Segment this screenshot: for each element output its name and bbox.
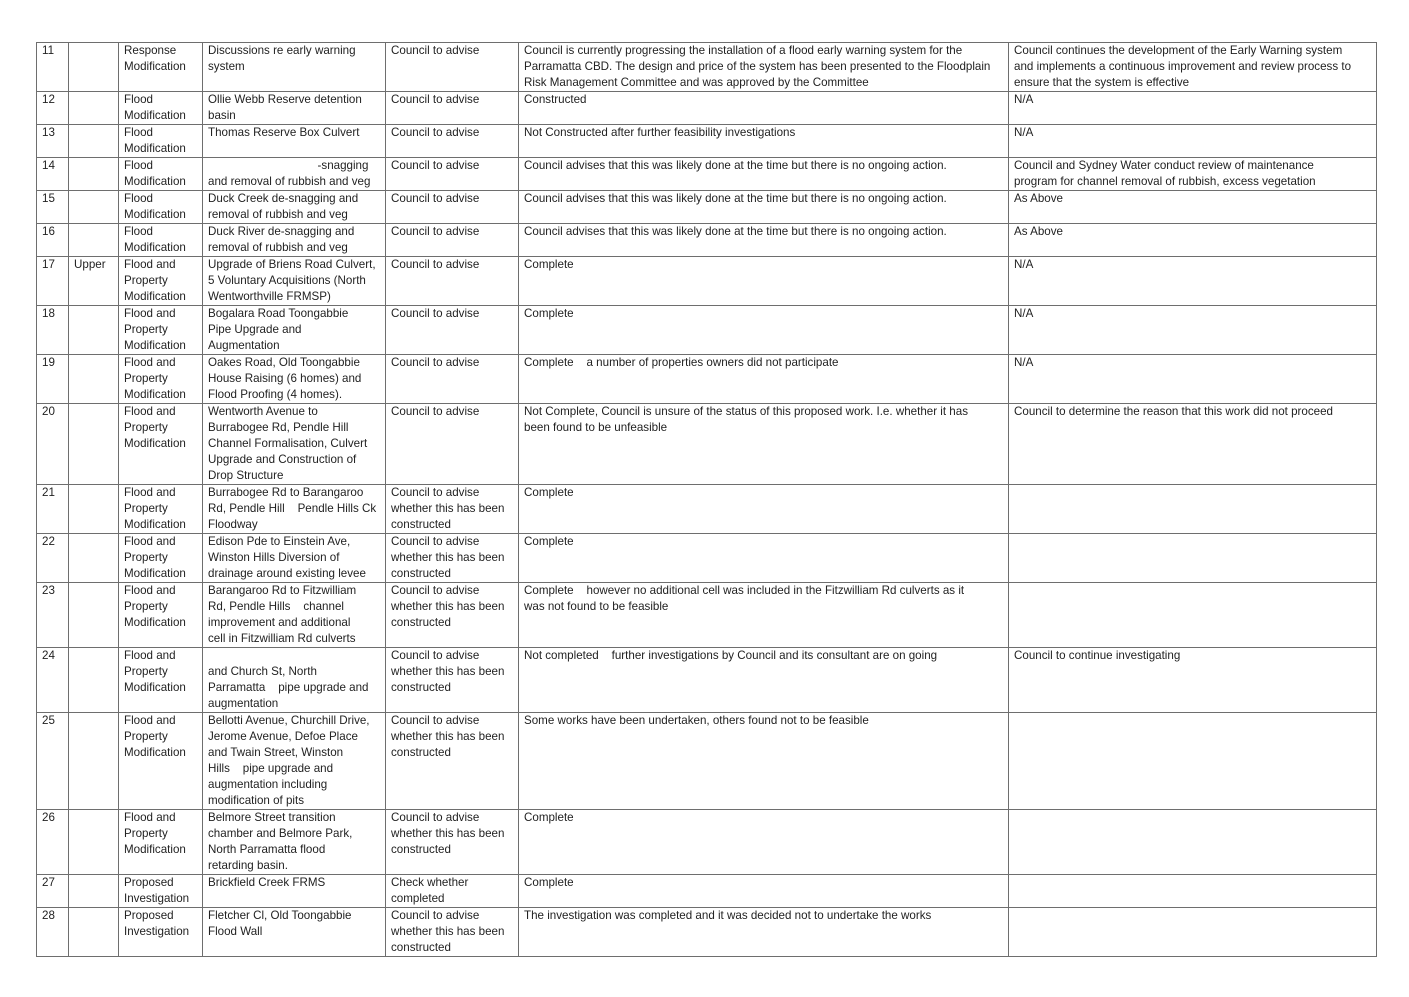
cell-no: 16 xyxy=(37,224,69,257)
cell-type: Flood and Property Modification xyxy=(119,583,203,648)
cell-area xyxy=(69,583,119,648)
cell-status: Complete a number of properties owners did not participate xyxy=(519,355,1009,404)
cell-no: 13 xyxy=(37,125,69,158)
cell-type: Flood and Property Modification xyxy=(119,713,203,810)
cell-recommendation: Council continues the development of the Early Warning system and implements a continuous improvement and review process to ensure that the system is effective xyxy=(1009,43,1377,92)
cell-status: Complete xyxy=(519,257,1009,306)
cell-recommendation: N/A xyxy=(1009,306,1377,355)
table-row xyxy=(37,191,1377,224)
cell-status: Complete xyxy=(519,534,1009,583)
cell-type: Response Modification xyxy=(119,43,203,92)
cell-area xyxy=(69,355,119,404)
cell-item: Oakes Road, Old Toongabbie House Raising (6 homes) and Flood Proofing (4 homes). xyxy=(203,355,386,404)
table-body xyxy=(37,43,1377,957)
table-row xyxy=(37,875,1377,908)
cell-item: Barangaroo Rd to Fitzwilliam Rd, Pendle Hills channel improvement and additional cell in Fitzwilliam Rd culverts xyxy=(203,583,386,648)
cell-item: Wentworth Avenue to Burrabogee Rd, Pendle Hill Channel Formalisation, Culvert Upgrade and Construction of Drop Structure xyxy=(203,404,386,485)
cell-type: Flood and Property Modification xyxy=(119,404,203,485)
cell-status: Not completed further investigations by Council and its consultant are on going xyxy=(519,648,1009,713)
cell-recommendation xyxy=(1009,534,1377,583)
cell-area xyxy=(69,158,119,191)
cell-action: Check whether completed xyxy=(386,875,519,908)
cell-no: 17 xyxy=(37,257,69,306)
cell-recommendation xyxy=(1009,810,1377,875)
document-page xyxy=(36,42,1376,957)
cell-recommendation: N/A xyxy=(1009,355,1377,404)
cell-area xyxy=(69,92,119,125)
cell-action: Council to advise xyxy=(386,125,519,158)
cell-recommendation: Council to continue investigating xyxy=(1009,648,1377,713)
cell-status: Not Constructed after further feasibility investigations xyxy=(519,125,1009,158)
table-row xyxy=(37,224,1377,257)
cell-recommendation xyxy=(1009,485,1377,534)
cell-action: Council to advise xyxy=(386,355,519,404)
cell-no: 26 xyxy=(37,810,69,875)
cell-no: 21 xyxy=(37,485,69,534)
cell-area xyxy=(69,224,119,257)
cell-no: 23 xyxy=(37,583,69,648)
cell-type: Flood and Property Modification xyxy=(119,485,203,534)
cell-status: Council is currently progressing the installation of a flood early warning system for the Parramatta CBD. The design and price of the system has been presented to the Floodplain Risk Management Committee and was approved by the Committee xyxy=(519,43,1009,92)
table-row xyxy=(37,485,1377,534)
cell-status: Council advises that this was likely done at the time but there is no ongoing action. xyxy=(519,224,1009,257)
cell-action: Council to advise whether this has been constructed xyxy=(386,908,519,957)
cell-action: Council to advise whether this has been constructed xyxy=(386,810,519,875)
table-row xyxy=(37,43,1377,92)
cell-recommendation xyxy=(1009,875,1377,908)
cell-area xyxy=(69,125,119,158)
cell-action: Council to advise xyxy=(386,191,519,224)
cell-item: Fletcher Cl, Old Toongabbie Flood Wall xyxy=(203,908,386,957)
cell-recommendation xyxy=(1009,908,1377,957)
cell-type: Flood and Property Modification xyxy=(119,257,203,306)
cell-recommendation: As Above xyxy=(1009,224,1377,257)
cell-area xyxy=(69,404,119,485)
cell-item: Bogalara Road Toongabbie Pipe Upgrade and Augmentation xyxy=(203,306,386,355)
cell-item: Burrabogee Rd to Barangaroo Rd, Pendle Hill Pendle Hills Ck Floodway xyxy=(203,485,386,534)
cell-type: Flood and Property Modification xyxy=(119,810,203,875)
table-row xyxy=(37,810,1377,875)
cell-recommendation xyxy=(1009,583,1377,648)
cell-no: 24 xyxy=(37,648,69,713)
cell-action: Council to advise whether this has been constructed xyxy=(386,485,519,534)
cell-no: 28 xyxy=(37,908,69,957)
cell-item: Upgrade of Briens Road Culvert, 5 Voluntary Acquisitions (North Wentworthville FRMSP) xyxy=(203,257,386,306)
cell-status: Complete however no additional cell was included in the Fitzwilliam Rd culverts as it was not found to be feasible xyxy=(519,583,1009,648)
cell-status: Not Complete, Council is unsure of the status of this proposed work. I.e. whether it has been found to be unfeasible xyxy=(519,404,1009,485)
cell-type: Flood Modification xyxy=(119,158,203,191)
cell-item: Edison Pde to Einstein Ave, Winston Hills Diversion of drainage around existing levee xyxy=(203,534,386,583)
cell-status: Council advises that this was likely done at the time but there is no ongoing action. xyxy=(519,158,1009,191)
cell-area xyxy=(69,908,119,957)
cell-no: 15 xyxy=(37,191,69,224)
cell-item: and Church St, North Parramatta pipe upgrade and augmentation xyxy=(203,648,386,713)
cell-no: 12 xyxy=(37,92,69,125)
cell-type: Flood Modification xyxy=(119,125,203,158)
cell-item: Bellotti Avenue, Churchill Drive, Jerome Avenue, Defoe Place and Twain Street, Winston Hills pipe upgrade and augmentation including modification of pits xyxy=(203,713,386,810)
cell-action: Council to advise whether this has been constructed xyxy=(386,534,519,583)
cell-action: Council to advise xyxy=(386,404,519,485)
cell-item: Brickfield Creek FRMS xyxy=(203,875,386,908)
cell-action: Council to advise whether this has been constructed xyxy=(386,648,519,713)
cell-status: Complete xyxy=(519,306,1009,355)
cell-area xyxy=(69,875,119,908)
cell-item: Belmore Street transition chamber and Belmore Park, North Parramatta flood retarding basin. xyxy=(203,810,386,875)
cell-item: Duck River de-snagging and removal of rubbish and veg xyxy=(203,224,386,257)
cell-action: Council to advise xyxy=(386,43,519,92)
table-row xyxy=(37,125,1377,158)
cell-no: 27 xyxy=(37,875,69,908)
cell-no: 25 xyxy=(37,713,69,810)
table-row xyxy=(37,306,1377,355)
table-row xyxy=(37,404,1377,485)
cell-area xyxy=(69,191,119,224)
cell-status: The investigation was completed and it was decided not to undertake the works xyxy=(519,908,1009,957)
cell-item: Thomas Reserve Box Culvert xyxy=(203,125,386,158)
cell-status: Complete xyxy=(519,875,1009,908)
cell-area xyxy=(69,306,119,355)
table-row xyxy=(37,713,1377,810)
cell-item: -snagging and removal of rubbish and veg xyxy=(203,158,386,191)
cell-area xyxy=(69,485,119,534)
cell-no: 18 xyxy=(37,306,69,355)
cell-recommendation: Council and Sydney Water conduct review of maintenance program for channel removal of rubbish, excess vegetation xyxy=(1009,158,1377,191)
cell-type: Flood and Property Modification xyxy=(119,355,203,404)
cell-action: Council to advise xyxy=(386,158,519,191)
cell-area xyxy=(69,534,119,583)
cell-type: Flood Modification xyxy=(119,92,203,125)
cell-no: 20 xyxy=(37,404,69,485)
cell-type: Proposed Investigation xyxy=(119,908,203,957)
cell-action: Council to advise xyxy=(386,257,519,306)
cell-status: Council advises that this was likely done at the time but there is no ongoing action. xyxy=(519,191,1009,224)
cell-action: Council to advise whether this has been constructed xyxy=(386,713,519,810)
table-row xyxy=(37,583,1377,648)
table-row xyxy=(37,158,1377,191)
floodplain-actions-table xyxy=(36,42,1377,957)
cell-item: Duck Creek de-snagging and removal of rubbish and veg xyxy=(203,191,386,224)
cell-action: Council to advise xyxy=(386,92,519,125)
cell-recommendation xyxy=(1009,713,1377,810)
cell-area xyxy=(69,43,119,92)
cell-no: 11 xyxy=(37,43,69,92)
cell-type: Flood and Property Modification xyxy=(119,648,203,713)
cell-recommendation: N/A xyxy=(1009,92,1377,125)
cell-action: Council to advise xyxy=(386,306,519,355)
cell-action: Council to advise whether this has been constructed xyxy=(386,583,519,648)
cell-recommendation: As Above xyxy=(1009,191,1377,224)
cell-area xyxy=(69,713,119,810)
cell-status: Complete xyxy=(519,810,1009,875)
cell-recommendation: N/A xyxy=(1009,125,1377,158)
cell-type: Flood Modification xyxy=(119,224,203,257)
cell-area xyxy=(69,648,119,713)
cell-recommendation: Council to determine the reason that this work did not proceed xyxy=(1009,404,1377,485)
table-row xyxy=(37,355,1377,404)
cell-area: Upper xyxy=(69,257,119,306)
cell-type: Proposed Investigation xyxy=(119,875,203,908)
cell-recommendation: N/A xyxy=(1009,257,1377,306)
cell-area xyxy=(69,810,119,875)
table-row xyxy=(37,534,1377,583)
cell-no: 14 xyxy=(37,158,69,191)
cell-no: 19 xyxy=(37,355,69,404)
table-row xyxy=(37,92,1377,125)
cell-type: Flood and Property Modification xyxy=(119,534,203,583)
cell-no: 22 xyxy=(37,534,69,583)
cell-status: Some works have been undertaken, others found not to be feasible xyxy=(519,713,1009,810)
table-row xyxy=(37,648,1377,713)
cell-item: Discussions re early warning system xyxy=(203,43,386,92)
cell-status: Constructed xyxy=(519,92,1009,125)
cell-status: Complete xyxy=(519,485,1009,534)
cell-item: Ollie Webb Reserve detention basin xyxy=(203,92,386,125)
cell-type: Flood and Property Modification xyxy=(119,306,203,355)
table-row xyxy=(37,908,1377,957)
cell-type: Flood Modification xyxy=(119,191,203,224)
table-row xyxy=(37,257,1377,306)
cell-action: Council to advise xyxy=(386,224,519,257)
